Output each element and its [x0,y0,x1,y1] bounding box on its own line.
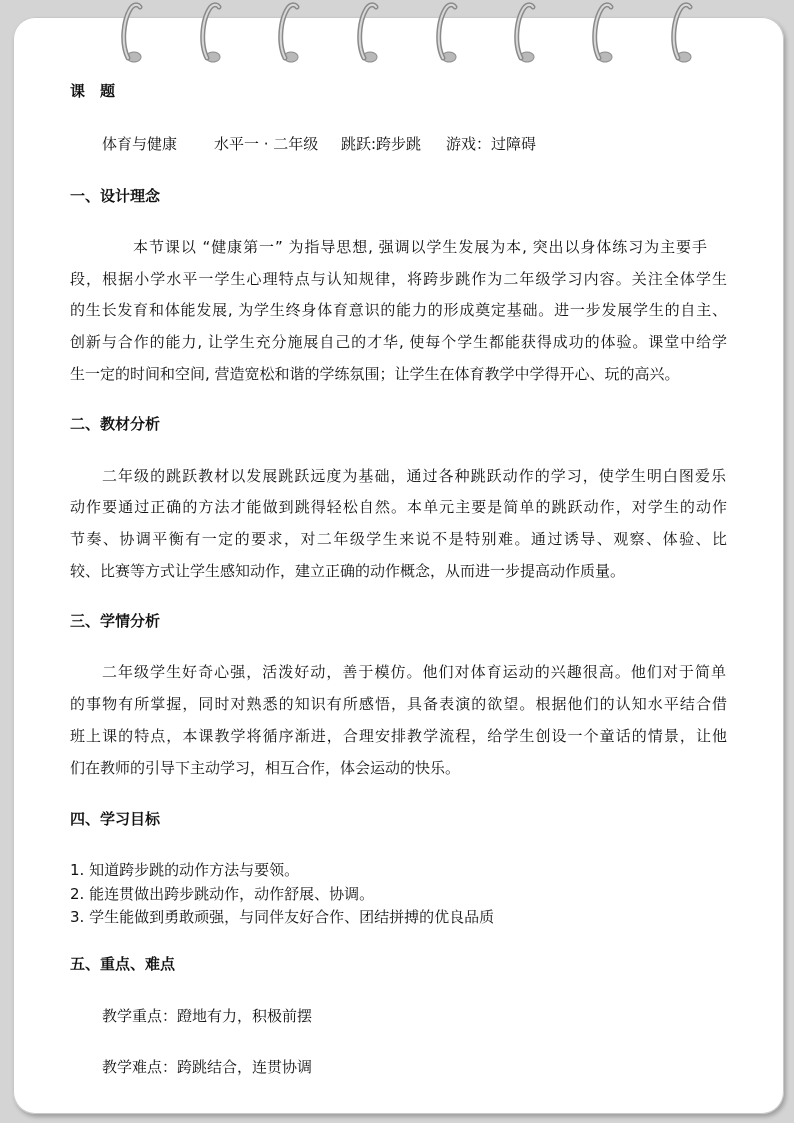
paragraph-line: 节奏、协调平衡有一定的要求，对二年级学生来说不是特别难。通过诱导、观察、体验、比 [70,530,727,548]
paragraph-line: 们在教师的引导下主动学习，相互合作，体会运动的快乐。 [70,759,461,777]
objective-item: 3. 学生能做到勇敢顽强，与同伴友好合作、团结拼搏的优良品质 [70,908,495,926]
objective-item: 2. 能连贯做出跨步跳动作，动作舒展、协调。 [70,885,375,903]
section-heading-design: 一、设计理念 [70,187,161,205]
course-level: 水平一 · 二年级 [214,135,319,153]
course-subject: 体育与健康 [102,135,178,153]
section-heading-key-points: 五、重点、难点 [70,955,176,973]
paragraph-line: 段，根据小学水平一学生心理特点与认知规律，将跨步跳作为二年级学习内容。关注全体学生 [70,270,727,288]
objective-item: 1. 知道跨步跳的动作方法与要领。 [70,861,300,879]
paragraph-line: 的生长发育和体能发展, 为学生终身体育意识的能力的形成奠定基础。进一步发展学生的自主、 [70,301,727,319]
course-game: 游戏：过障碍 [446,135,537,153]
paragraph-line: 班上课的特点，本课教学将循序渐进，合理安排教学流程，给学生创设一个童话的情景，让他 [70,727,727,745]
paragraph-line: 的事物有所掌握，同时对熟悉的知识有所感悟，具备表演的欲望。根据他们的认知水平结合借 [70,695,727,713]
paragraph-line: 较、比赛等方式让学生感知动作，建立正确的动作概念，从而进一步提高动作质量。 [70,562,626,580]
course-content: 跳跃:跨步跳 [341,135,422,153]
section-heading-objectives: 四、学习目标 [70,810,161,828]
paragraph-line: 二年级的跳跃教材以发展跳跃远度为基础，通过各种跳跃动作的学习，使学生明白图爱乐 [102,467,726,485]
paragraph-line: 创新与合作的能力, 让学生充分施展自己的才华, 使每个学生都能获得成功的体验。课堂中给学 [70,333,727,351]
section-heading-students: 三、学情分析 [70,612,161,630]
paragraph-line: 生一定的时间和空间, 营造宽松和谐的学练氛围；让学生在体育教学中学得开心、玩的高兴。 [70,365,680,383]
paragraph-line: 动作要通过正确的方法才能做到跳得轻松自然。本单元主要是简单的跳跃动作，对学生的动作 [70,498,727,516]
paragraph-line: 本节课以 “健康第一” 为指导思想, 强调以学生发展为本, 突出以身体练习为主要手 [133,238,707,256]
title-label: 课 题 [70,82,116,100]
section-heading-material: 二、教材分析 [70,415,161,433]
teaching-difficulty: 教学难点：跨跳结合，连贯协调 [102,1058,313,1076]
paragraph-line: 二年级学生好奇心强，活泼好动，善于模仿。他们对体育运动的兴趣很高。他们对于简单 [102,663,726,681]
teaching-key-point: 教学重点：蹬地有力，积极前摆 [102,1007,313,1025]
